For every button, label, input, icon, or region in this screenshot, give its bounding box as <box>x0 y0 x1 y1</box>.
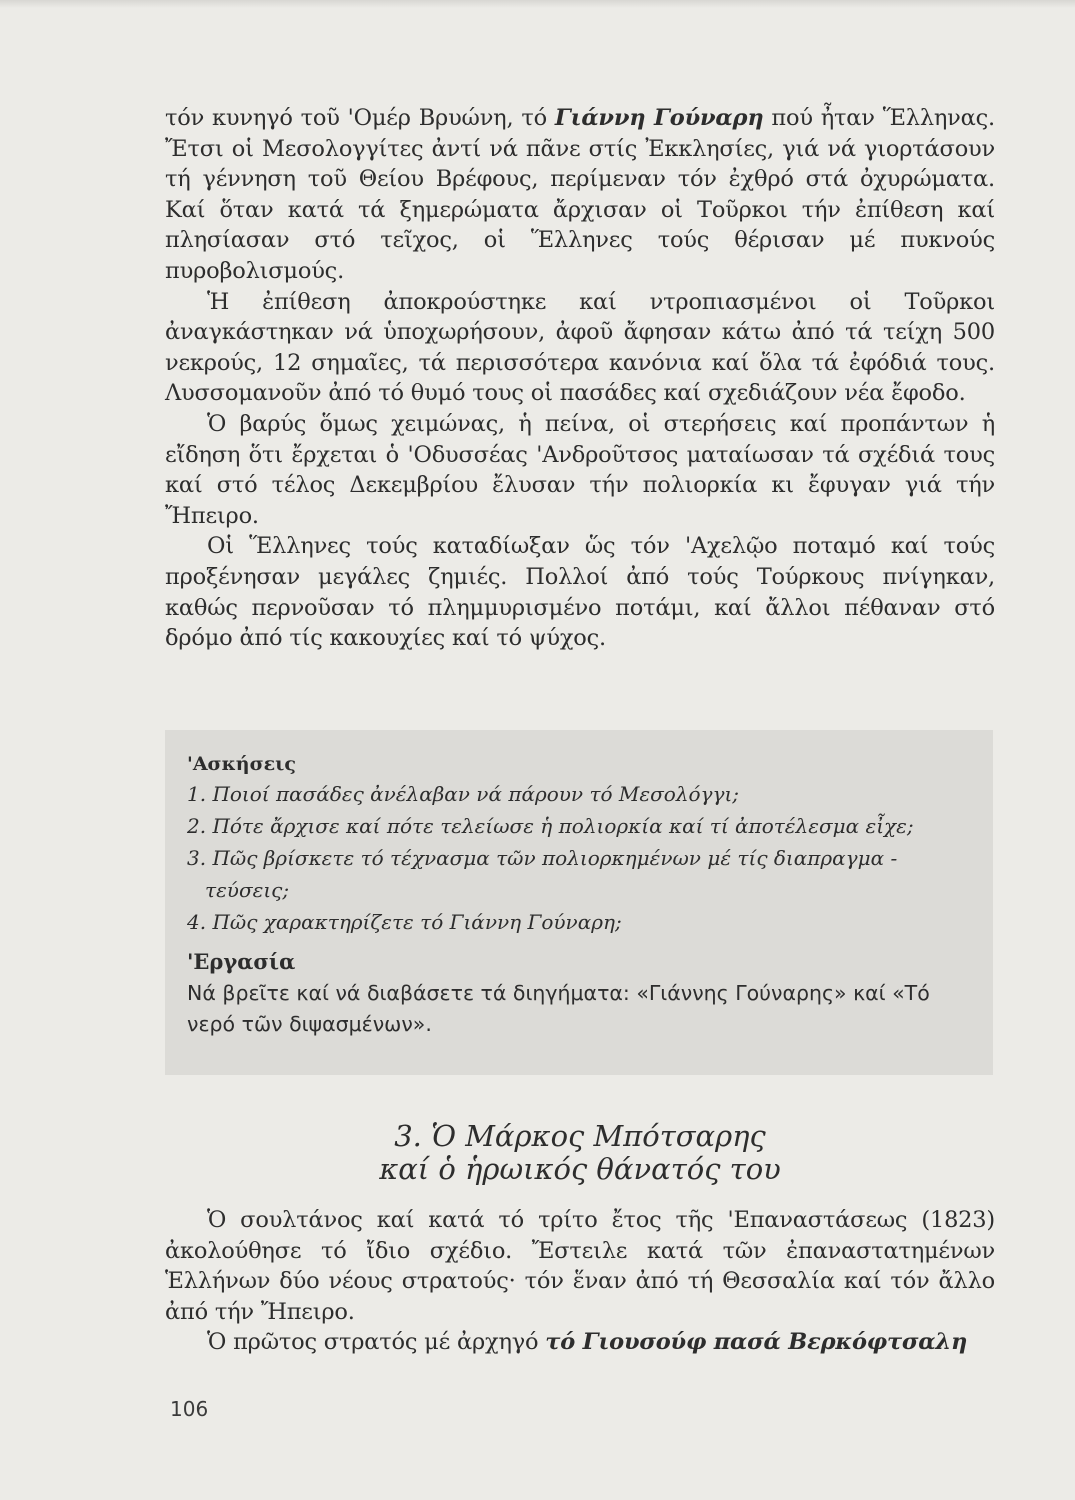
exercise-question-continuation: τεύσεις; <box>205 878 290 902</box>
page-top-edge <box>0 0 1075 8</box>
section-title <box>165 1120 995 1186</box>
paragraph: τόν κυνηγό τοῦ 'Ομέρ Βρυώνη, τό Γιάννη Γούναρη πού ἦταν Ἕλληνας. Ἔτσι οἱ Μεσολογγίτες ἀντί νά πᾶνε στίς Ἐκκλησίες, γιά νά γιορτάσουν τή γέννηση τοῦ Θείου Βρέφους, περίμεναν τόν ἐχθρό στά ὀχυρώματα. Καί ὅταν κατά τά ξημερώματα ἄρχισαν οἱ Τοῦρκοι τήν ἐπίθεση καί πλησίασαν στό τεῖχος, οἱ Ἕλληνες τούς θέρισαν μέ πυκνούς πυροβολισμούς. <box>165 105 995 284</box>
paragraph: Ὁ σουλτάνος καί κατά τό τρίτο ἔτος τῆς 'Επαναστάσεως (1823) ἀκολούθησε τό ἴδιο σχέδιο. Ἔστειλε κατά τῶν ἐπαναστατημένων Ἑλλήνων δύο νέους στρατούς· τόν ἕναν ἀπό τή Θεσσαλία καί τόν ἄλλο ἀπό τήν Ἤπειρο. <box>165 1207 995 1325</box>
emphasis-name: Γιάννη Γούναρη <box>554 105 764 131</box>
work-heading: 'Εργασία <box>187 949 296 974</box>
paragraph: Ὁ πρῶτος στρατός μέ ἀρχηγό τό Γιουσούφ πασά Βερκόφτσαλη <box>207 1329 968 1356</box>
work-text: Νά βρεῖτε καί νά διαβάσετε τά διηγήματα: «Γιάννης Γούναρης» καί «Τό νερό τῶν διψασμένων». <box>187 981 930 1036</box>
paragraph: Ὁ βαρύς ὅμως χειμώνας, ἡ πείνα, οἱ στερήσεις καί προπάντων ἡ εἴδηση ὅτι ἔρχεται ὁ 'Οδυσσέας 'Ανδροῦτσος ματαίωσαν τά σχέδιά τους καί στό τέλος Δεκεμβρίου ἔλυσαν τήν πολιορκία κι ἔφυγαν γιά τήν Ἤπειρο. <box>165 410 995 529</box>
body-text-bottom <box>165 1205 995 1358</box>
section-title-line1: 3. Ὁ Μάρκος Μπότσαρης <box>394 1119 766 1153</box>
paragraph: Ἡ ἐπίθεση ἀποκρούστηκε καί ντροπιασμένοι οἱ Τοῦρκοι ἀναγκάστηκαν νά ὑποχωρήσουν, ἀφοῦ ἄφησαν κάτω ἀπό τά τείχη 500 νεκρούς, 12 σημαῖες, τά περισσότερα κανόνια καί ὅλα τά ἐφόδιά τους. Λυσσομανοῦν ἀπό τό θυμό τους οἱ πασάδες καί σχεδιάζουν νέα ἔφοδο. <box>165 288 995 407</box>
exercises-box <box>165 730 993 1075</box>
emphasis-name: τό Γιουσούφ πασά Βερκόφτσαλη <box>545 1329 968 1356</box>
paragraph: Οἱ Ἕλληνες τούς καταδίωξαν ὥς τόν 'Αχελῷο ποταμό καί τούς προξένησαν μεγάλες ζημιές. Πολλοί ἀπό τούς Τούρκους πνίγηκαν, καθώς περνοῦσαν τό πλημμυρισμένο ποτάμι, καί ἄλλοι πέθαναν στό δρόμο ἀπό τίς κακουχίες καί τό ψύχος. <box>165 533 995 652</box>
body-text-top <box>165 103 995 654</box>
page-number: 106 <box>170 1397 209 1421</box>
exercise-question: 1. Ποιοί πασάδες ἀνέλαβαν νά πάρουν τό Μεσολόγγι; <box>187 782 740 806</box>
exercise-question: 3. Πῶς βρίσκετε τό τέχνασμα τῶν πολιορκημένων μέ τίς διαπραγμα - <box>187 846 898 870</box>
exercises-heading: 'Ασκήσεις <box>187 753 296 775</box>
section-title-line2: καί ὁ ἡρωικός θάνατός του <box>379 1152 781 1186</box>
exercise-question: 4. Πῶς χαρακτηρίζετε τό Γιάννη Γούναρη; <box>187 910 622 934</box>
exercise-question: 2. Πότε ἄρχισε καί πότε τελείωσε ἡ πολιορκία καί τί ἀποτέλεσμα εἶχε; <box>187 814 914 838</box>
